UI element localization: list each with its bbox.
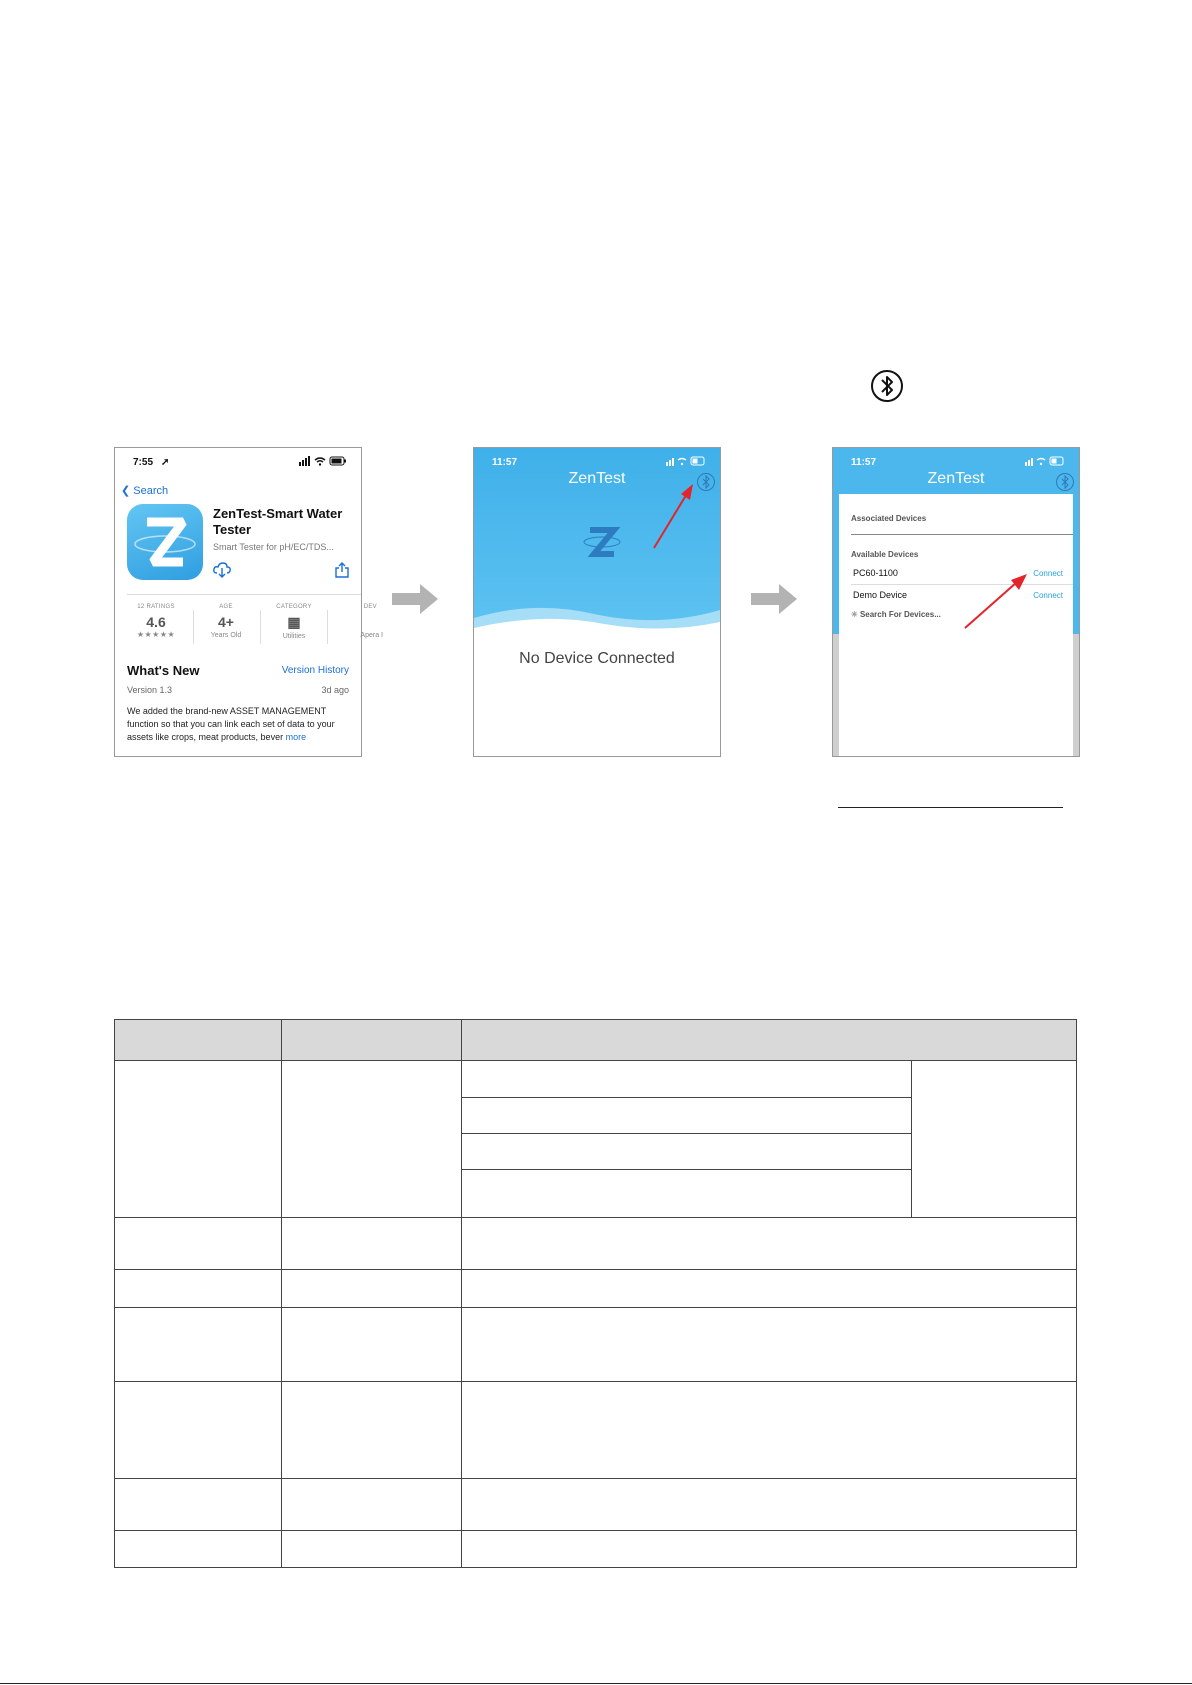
bluetooth-icon[interactable] [1055, 472, 1075, 492]
table-cell [114, 1217, 282, 1270]
table-header-cell [114, 1019, 282, 1061]
no-device-screenshot [473, 447, 721, 757]
table-cell [911, 1060, 1077, 1218]
app-subtitle: Smart Tester for pH/EC/TDS... [213, 542, 334, 552]
table-cell [461, 1133, 912, 1170]
stat-developer: DEV Apera I [360, 604, 383, 639]
bluetooth-icon [870, 369, 904, 403]
device-name: PC60-1100 [853, 568, 898, 578]
connect-button[interactable]: Connect [1033, 569, 1063, 578]
release-age: 3d ago [321, 685, 349, 695]
table-cell [114, 1381, 282, 1479]
underline-mark [838, 807, 1063, 808]
spec-table [114, 1019, 1077, 1568]
zentest-logo [582, 524, 622, 560]
stat-age: AGE 4+ Years Old [210, 604, 242, 639]
status-time: 11:57 [492, 457, 518, 468]
status-bar [115, 448, 361, 472]
red-pointer-arrow [650, 482, 696, 552]
table-cell [114, 1060, 282, 1218]
version-history-link[interactable]: Version History [281, 665, 349, 676]
table-cell [281, 1530, 462, 1568]
table-header-cell [461, 1019, 1077, 1061]
table-cell [281, 1269, 462, 1308]
device-list-screenshot [832, 447, 1080, 757]
app-title: ZenTest [568, 470, 626, 487]
release-notes: We added the brand-new ASSET MANAGEMENT function so that you can link each set of data to your assets like crops, meat products, bever more [127, 706, 335, 742]
status-bar [474, 448, 720, 472]
connect-button[interactable]: Connect [1033, 591, 1063, 600]
app-title: ZenTest [927, 470, 985, 487]
divider [127, 594, 361, 595]
wave-divider [474, 598, 720, 648]
stat-ratings: 12 RATINGS 4.6 ★★★★★ [136, 604, 176, 639]
status-time: 11:57 [851, 457, 877, 468]
table-cell [281, 1217, 462, 1270]
associated-devices-heading: Associated Devices [851, 514, 927, 523]
spinner-icon: ✳ [851, 610, 858, 619]
table-cell [114, 1307, 282, 1382]
search-for-devices[interactable]: ✳ Search For Devices... [851, 610, 941, 619]
app-title: ZenTest-Smart Water Tester [213, 506, 343, 537]
table-cell [461, 1097, 912, 1134]
table-cell [114, 1530, 282, 1568]
device-popover [839, 494, 1073, 756]
app-store-screenshot [114, 447, 383, 757]
calculator-icon: ▦ [287, 614, 301, 630]
table-cell [461, 1530, 1077, 1568]
battery-icon [1025, 456, 1065, 466]
table-cell [461, 1217, 1077, 1270]
status-bar [833, 448, 1079, 472]
table-cell [281, 1381, 462, 1479]
more-link[interactable]: more [285, 732, 307, 742]
table-cell [461, 1169, 912, 1218]
download-cloud-icon[interactable] [213, 562, 231, 578]
footer-rule [0, 1683, 1192, 1684]
table-cell [281, 1478, 462, 1531]
no-device-message: No Device Connected [519, 650, 675, 667]
signal-icon [299, 456, 347, 466]
bluetooth-icon[interactable] [696, 472, 716, 492]
stat-category: CATEGORY ▦ Utilities [276, 604, 312, 640]
table-cell [461, 1269, 1077, 1308]
table-header-cell [281, 1019, 462, 1061]
share-icon[interactable] [335, 562, 349, 578]
available-devices-heading: Available Devices [851, 550, 919, 559]
red-pointer-arrow [961, 572, 1031, 632]
back-button[interactable]: ❮ Search [121, 485, 169, 497]
location-icon: ➚ [161, 457, 170, 468]
table-cell [114, 1269, 282, 1308]
app-icon [127, 504, 203, 580]
whats-new-heading: What's New [127, 663, 200, 678]
table-cell [114, 1478, 282, 1531]
table-cell [461, 1060, 912, 1098]
next-step-arrow-icon [751, 582, 799, 616]
next-step-arrow-icon [392, 582, 440, 616]
version-label: Version 1.3 [127, 685, 173, 695]
table-cell [281, 1060, 462, 1218]
table-cell [461, 1478, 1077, 1531]
device-name: Demo Device [853, 590, 908, 600]
table-cell [461, 1307, 1077, 1382]
table-cell [461, 1381, 1077, 1479]
table-cell [281, 1307, 462, 1382]
status-time: 7:55 [133, 457, 154, 468]
battery-icon [666, 456, 706, 466]
chevron-left-icon: ❮ [121, 485, 131, 497]
